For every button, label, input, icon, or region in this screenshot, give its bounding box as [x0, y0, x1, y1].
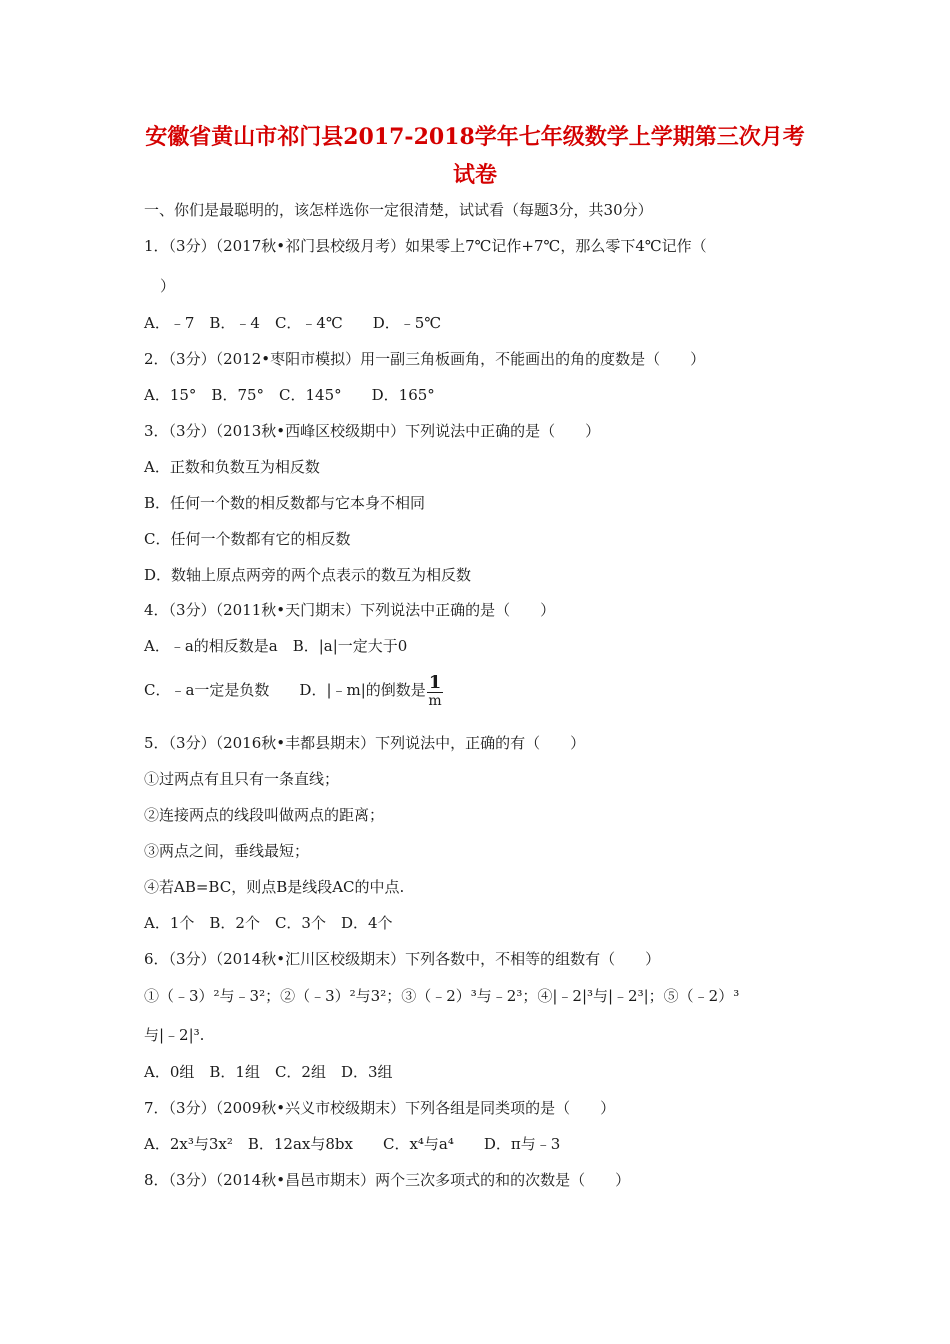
fraction-denominator: m — [428, 693, 442, 709]
question-3-option-a: A．正数和负数互为相反数 — [144, 458, 320, 476]
question-1: 1．（3分）（2017秋•祁门县校级月考）如果零上7℃记作+7℃，那么零下4℃记作（ — [144, 237, 707, 255]
question-6-options: A．0组 B．1组 C．2组 D．3组 — [144, 1063, 393, 1081]
question-5-statement-4: ④若AB=BC，则点B是线段AC的中点. — [144, 878, 405, 896]
question-8: 8．（3分）（2014秋•昌邑市期末）两个三次多项式的和的次数是（ ） — [144, 1171, 631, 1189]
question-4: 4．（3分）（2011秋•天门期末）下列说法中正确的是（ ） — [144, 601, 556, 619]
question-5: 5．（3分）（2016秋•丰都县期末）下列说法中，正确的有（ ） — [144, 734, 586, 752]
question-2: 2．（3分）（2012•枣阳市模拟）用一副三角板画角，不能画出的角的度数是（ ） — [144, 350, 706, 368]
question-3-option-d: D．数轴上原点两旁的两个点表示的数互为相反数 — [144, 566, 472, 584]
question-2-options: A．15° B．75° C．145° D．165° — [144, 386, 435, 404]
question-1-options: A．﹣7 B．﹣4 C．﹣4℃ D．﹣5℃ — [144, 314, 442, 332]
question-1-continuation: ） — [160, 277, 176, 295]
question-3-option-b: B．任何一个数的相反数都与它本身不相同 — [144, 494, 426, 512]
question-6: 6．（3分）（2014秋•汇川区校级期末）下列各数中，不相等的组数有（ ） — [144, 950, 661, 968]
fraction-1-over-m — [427, 674, 444, 708]
document-title-line1: 安徽省黄山市祁门县2017-2018学年七年级数学上学期第三次月考 — [145, 124, 805, 150]
question-3: 3．（3分）（2013秋•西峰区校级期中）下列说法中正确的是（ ） — [144, 422, 601, 440]
document-title-line2: 试卷 — [452, 162, 497, 188]
section-heading: 一、你们是最聪明的，该怎样选你一定很清楚，试试看（每题3分，共30分） — [144, 201, 653, 219]
question-5-options: A．1个 B．2个 C．3个 D．4个 — [144, 914, 393, 932]
question-5-statement-1: ①过两点有且只有一条直线； — [144, 770, 340, 788]
question-4-options-ab: A．﹣a的相反数是a B．|a|一定大于0 — [144, 637, 408, 655]
fraction-numerator: 1 — [428, 672, 442, 693]
question-5-statement-3: ③两点之间，垂线最短； — [144, 842, 310, 860]
question-5-statement-2: ②连接两点的线段叫做两点的距离； — [144, 806, 385, 824]
question-7: 7．（3分）（2009秋•兴义市校级期末）下列各组是同类项的是（ ） — [144, 1099, 616, 1117]
question-3-option-c: C．任何一个数都有它的相反数 — [144, 530, 351, 548]
question-4-options-cd-text: C．﹣a一定是负数 D．|﹣m|的倒数是 — [144, 681, 426, 699]
question-6-items-line1: ①（﹣3）²与﹣3²；②（﹣3）²与3²；③（﹣2）³与﹣2³；④|﹣2|³与|﹣2³|；⑤（﹣2）³ — [144, 987, 740, 1005]
question-4-options-cd — [144, 674, 443, 708]
question-6-items-line2: 与|﹣2|³. — [144, 1026, 205, 1044]
question-7-options: A．2x³与3x² B．12ax与8bx C．x⁴与a⁴ D．π与﹣3 — [144, 1135, 561, 1153]
